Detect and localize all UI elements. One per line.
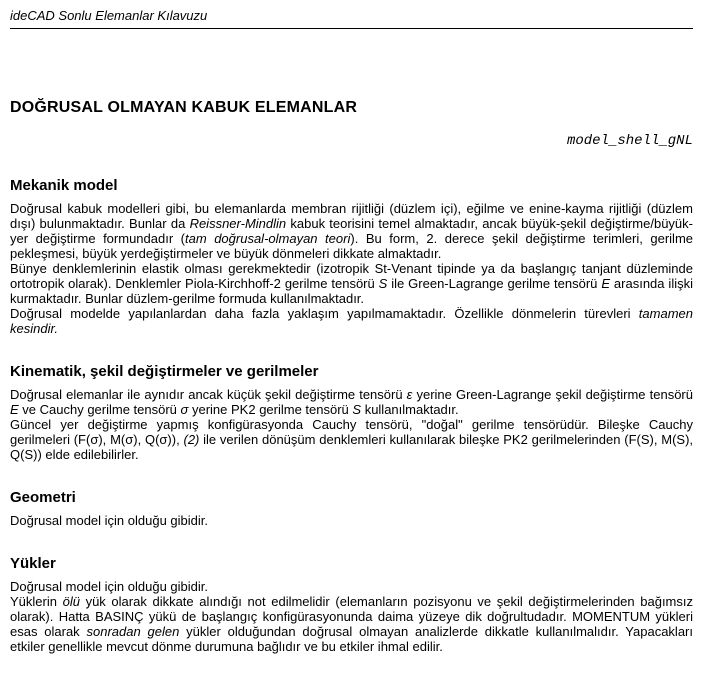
page-title: DOĞRUSAL OLMAYAN KABUK ELEMANLAR: [10, 99, 358, 116]
italic-text-run: sonradan gelen: [86, 624, 180, 639]
italic-text-run: ölü: [62, 594, 80, 609]
paragraph: [10, 201, 693, 261]
italic-text-run: E: [10, 402, 19, 417]
text-run: kullanılmaktadır.: [361, 402, 459, 417]
text-run: yerine PK2 gerilme tensörü: [188, 402, 353, 417]
section-mekanik-model: [10, 176, 693, 336]
text-run: Doğrusal modelde yapılanlardan daha fazla yaklaşım yapılmamaktadır. Özellikle dönmelerin türevleri: [10, 306, 639, 321]
paragraph: [10, 261, 693, 306]
text-run: Yüklerin: [10, 594, 63, 609]
italic-text-run: ε: [406, 387, 413, 402]
italic-text-run: Reissner-Mindlin: [189, 216, 287, 231]
text-run: ve Cauchy gerilme tensörü: [18, 402, 181, 417]
heading-geometri: Geometri: [10, 489, 76, 506]
italic-text-run: σ: [180, 402, 189, 417]
paragraph: [10, 594, 693, 654]
text-run: Güncel yer değiştirme yapmış konfigürasyonda Cauchy tensörü, "doğal" gerilme tensörüdür. Bileşke Cauchy gerilmeleri (F(σ), M(σ), Q(σ)),: [10, 417, 693, 447]
italic-text-run: tamamen kesindir.: [10, 306, 693, 336]
section-yukler: [10, 554, 693, 654]
heading-kinematik: Kinematik, şekil değiştirmeler ve gerilmeler: [10, 363, 319, 380]
paragraph: [10, 513, 693, 528]
text-run: Doğrusal elemanlar ile aynıdır ancak küçük şekil değiştirme tensörü: [10, 387, 407, 402]
section-body-mekanik-model: [10, 201, 693, 336]
text-run: ile Green-Lagrange gerilme tensörü: [387, 276, 602, 291]
document-header: ideCAD Sonlu Elemanlar Kılavuzu: [10, 8, 693, 29]
section-body-kinematik: [10, 387, 693, 462]
text-run: Bünye denklemlerinin elastik olması gerekmektedir (izotropik St-Venant tipinde ya da başlangıç tanjant düzleminde ortotropik olarak). Denklemler Piola-Kirchhoff-2 gerilme tensörü: [10, 261, 693, 291]
heading-mekanik-model: Mekanik model: [10, 177, 118, 194]
section-kinematik: [10, 362, 693, 462]
section-geometri: [10, 488, 693, 528]
italic-text-run: (2): [183, 432, 200, 447]
text-run: Doğrusal kabuk modelleri gibi, bu elemanlarda membran rijitliği (düzlem içi), eğilme ve enine-kayma rijitliği (düzlem dışı) bulunmaktadır. Bunlar da: [10, 201, 693, 231]
text-run: ). Bu form, 2. derece şekil değiştirme terimleri, gerilme pekleşmesi, büyük yerdeğiştirmeler ve büyük dönmeleri dikkate almaktadır.: [10, 231, 694, 261]
paragraph: [10, 579, 693, 594]
text-run: yerine Green-Lagrange şekil değiştirme tensörü: [412, 387, 693, 402]
text-run: Doğrusal model için olduğu gibidir.: [10, 513, 209, 528]
text-run: yük olarak dikkate alındığı not edilmelidir (elemanların pozisyonu ve şekil değiştirmelerinden bağımsız olarak). Hatta BASINÇ yükü de başlangıç konfigürasyonunda daima yüzeye dik doğrultudadır. MOMENTUM yükleri esas olarak: [10, 594, 693, 639]
paragraph: [10, 306, 693, 336]
paragraph: [10, 387, 693, 417]
text-run: arasında ilişki kurmaktadır. Bunlar düzlem-gerilme formuda kullanılmaktadır.: [10, 276, 693, 306]
italic-text-run: tam doğrusal-olmayan teori: [185, 231, 351, 246]
text-run: yükler olduğundan doğrusal olmayan analizlerde dikkatle kullanılmalıdır. Yapacakları etkiler genellikle mevcut dönme durumuna bağlıdır ve bu etkiler ihmal edilir.: [10, 624, 693, 654]
heading-yukler: Yükler: [10, 555, 56, 572]
text-run: ile verilen dönüşüm denklemleri kullanılarak bileşke PK2 gerilmelerinden (F(S), M(S), Q(S)) elde edilebilirler.: [10, 432, 694, 462]
text-run: Doğrusal model için olduğu gibidir.: [10, 579, 209, 594]
section-body-geometri: [10, 513, 693, 528]
section-body-yukler: [10, 579, 693, 654]
text-run: kabuk teorisini temel almaktadır, ancak büyük-şekil değiştirme/büyük-yer değiştirme formundadır (: [10, 216, 693, 246]
italic-text-run: E: [601, 276, 610, 291]
paragraph: [10, 417, 693, 462]
italic-text-run: S: [378, 276, 388, 291]
model-reference-code: model_shell_gNL: [566, 133, 693, 149]
italic-text-run: S: [352, 402, 362, 417]
